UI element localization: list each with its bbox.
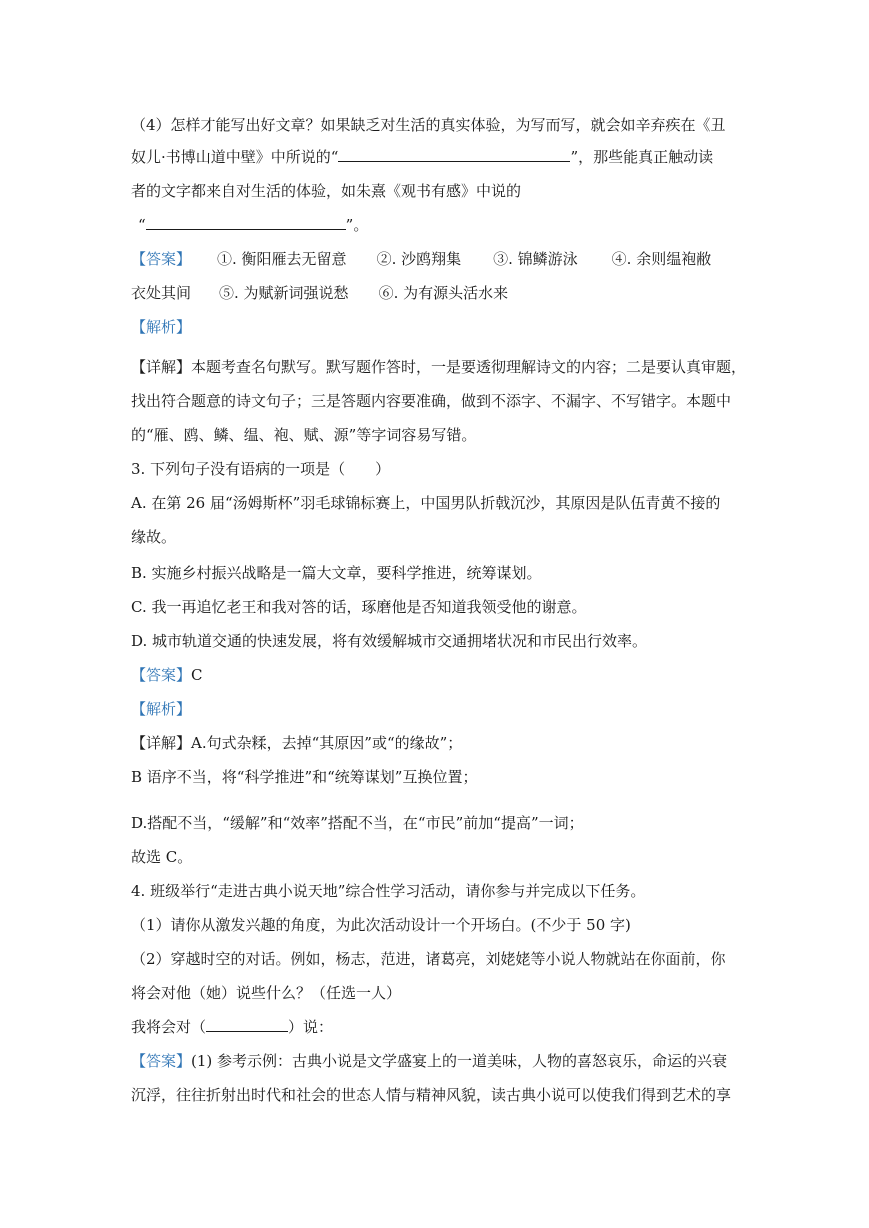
detail-line: D.搭配不当，“缓解”和“效率”搭配不当，在“市民”前加“提高”一词； — [131, 814, 584, 832]
q2-4-line2-text-b: ”，那些能真正触动读 — [570, 148, 714, 166]
q2-4-line3: 者的文字都来自对生活的体验，如朱熹《观书有感》中说的 — [131, 182, 522, 200]
q4-answer — [131, 1051, 727, 1071]
answer-tag: 【答案】 — [131, 250, 192, 268]
answer-value: C — [191, 666, 203, 684]
answer-item-4-cont: 衣处其间 — [131, 284, 192, 302]
q3-option-a: A. 在第 26 届“汤姆斯杯”羽毛球锦标赛上，中国男队折戟沉沙，其原因是队伍青黄不接的 — [131, 494, 721, 512]
q3-option-b: B. 实施乡村振兴战略是一篇大文章，要科学推进，统筹谋划。 — [131, 564, 542, 582]
answer-item-5: ⑤. 为赋新词强说愁 — [219, 284, 349, 302]
detail-line: 【详解】A.句式杂糅，去掉“其原因”或“的缘故”； — [131, 734, 463, 752]
q2-4-line4-open-quote: “ — [138, 216, 146, 234]
analysis-tag: 【解析】 — [131, 318, 192, 336]
analysis-tag: 【解析】 — [131, 700, 192, 718]
answer-blank-1[interactable] — [338, 148, 570, 162]
q4-part2: （2）穿越时空的对话。例如，杨志，范进，诸葛亮，刘姥姥等小说人物就站在你面前，你 — [131, 950, 726, 968]
answer-row-q2 — [131, 249, 711, 269]
answer-item-3: ③. 锦鳞游泳 — [493, 250, 578, 268]
q3-option-a-cont: 缘故。 — [131, 528, 177, 546]
q4-fill-text-a: 我将会对（ — [131, 1018, 207, 1036]
q3-answer — [131, 665, 203, 685]
answer-row-q2-cont — [131, 283, 508, 303]
detail-line: 【详解】本题考查名句默写。默写题作答时，一是要透彻理解诗文的内容；二是要认真审题， — [131, 358, 747, 376]
q4-answer-cont: 沉浮，往往折射出时代和社会的世态人情与精神风貌，读古典小说可以使我们得到艺术的享 — [131, 1086, 732, 1104]
answer-text: (1) 参考示例：古典小说是文学盛宴上的一道美味，人物的喜怒哀乐，命运的兴衰 — [191, 1052, 728, 1070]
detail-line: B 语序不当，将“科学推进”和“统筹谋划”互换位置； — [131, 768, 478, 786]
q4-fill-text-b: ）说： — [288, 1018, 334, 1036]
q4-stem: 4. 班级举行“走进古典小说天地”综合性学习活动，请你参与并完成以下任务。 — [131, 882, 646, 900]
detail-line: 的“雁、鸥、鳞、缊、袍、赋、源”等字词容易写错。 — [131, 426, 477, 444]
q2-4-line1: （4）怎样才能写出好文章？如果缺乏对生活的真实体验，为写而写，就会如辛弃疾在《丑 — [131, 116, 726, 134]
q3-stem: 3. 下列句子没有语病的一项是（ ） — [131, 460, 391, 478]
answer-item-1: ①. 衡阳雁去无留意 — [217, 250, 347, 268]
answer-blank-3[interactable] — [206, 1018, 288, 1032]
answer-tag: 【答案】 — [131, 666, 192, 684]
q3-option-c: C. 我一再追忆老王和我对答的话，琢磨他是否知道我领受他的谢意。 — [131, 598, 587, 616]
q4-part1: （1）请你从激发兴趣的角度，为此次活动设计一个开场白。(不少于 50 字) — [131, 916, 631, 934]
conclusion-line: 故选 C。 — [131, 848, 193, 866]
detail-line: 找出符合题意的诗文句子；三是答题内容要准确，做到不添字、不漏字、不写错字。本题中 — [131, 392, 732, 410]
q2-4-line4-close-quote: ”。 — [345, 216, 369, 234]
q2-4-line2 — [131, 147, 713, 167]
q3-option-d: D. 城市轨道交通的快速发展，将有效缓解城市交通拥堵状况和市民出行效率。 — [131, 632, 648, 650]
answer-blank-2[interactable] — [146, 216, 346, 230]
q2-4-line2-text-a: 奴儿·书博山道中壁》中所说的“ — [131, 148, 339, 166]
q2-4-line4 — [138, 215, 368, 235]
q4-part2-cont: 将会对他（她）说些什么？（任选一人） — [131, 984, 402, 1002]
answer-item-2: ②. 沙鸥翔集 — [376, 250, 462, 268]
q4-fill-line — [131, 1017, 333, 1037]
answer-item-4: ④. 余则缊袍敝 — [611, 250, 712, 268]
answer-item-6: ⑥. 为有源头活水来 — [378, 284, 509, 302]
answer-tag: 【答案】 — [131, 1052, 192, 1070]
